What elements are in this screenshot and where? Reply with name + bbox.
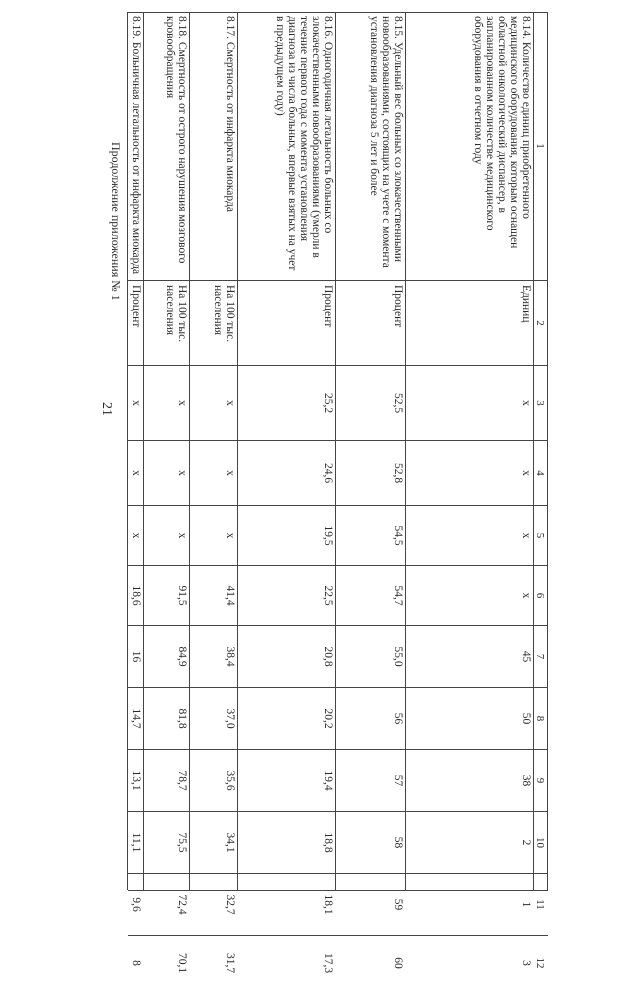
value-cell: х (406, 440, 534, 505)
value-cell: 50 (406, 687, 534, 749)
value-cell: х (406, 365, 534, 440)
value-cell: 38,4 (190, 625, 238, 687)
value-cell: 18,6 (128, 565, 144, 625)
column-number: 2 (534, 280, 548, 365)
column-number: 1 (534, 143, 546, 149)
table-header-row (533, 12, 548, 969)
value-cell: 84,9 (144, 625, 190, 687)
value-cell: 13,1 (128, 749, 144, 811)
data-table (128, 12, 548, 974)
value-cell: 45 (406, 625, 534, 687)
value-cell: 14,7 (128, 687, 144, 749)
table-row (335, 12, 406, 969)
unit-cell: Процент (336, 280, 406, 365)
value-cell: 2 (406, 811, 534, 873)
value-cell: 20,8 (238, 625, 336, 687)
indicator-cell: 8.14. Количество единиц приобретенного медицинского оборудования, которым оснащен областной онкологический диспансер, в запланированном количестве медицинского оборудования в отчетном году (472, 16, 532, 249)
page-number: 21 (99, 402, 114, 416)
value-cell: 57 (336, 749, 406, 811)
value-cell: х (144, 365, 190, 440)
indicator-cell: 8.15. Удельный вес больных со злокачественными новообразованиями, состоящих на учете с момента установления диагноза 5 лет и более (368, 16, 404, 268)
column-number: 4 (534, 440, 548, 505)
value-cell: 78,7 (144, 749, 190, 811)
value-cell: х (128, 365, 144, 440)
continuation-label: Продолжение приложения № 1 (109, 142, 123, 301)
unit-cell: Единиц (406, 280, 534, 365)
column-number: 6 (534, 565, 548, 625)
unit-cell: На 100 тыс. населения (144, 280, 190, 365)
value-cell: х (190, 440, 238, 505)
value-cell: 60 (336, 935, 406, 990)
rotated-table-page (128, 12, 548, 974)
value-cell: х (190, 365, 238, 440)
value-cell: х (144, 440, 190, 505)
column-number: 9 (534, 749, 548, 811)
indicator-cell: 8.16. Одногодичная летальность больных со злокачественными новообразованиями (умерли в течение первого года с момента установления диагноза из числа больных, впервые взятых на учет в предыдущем году) (274, 16, 334, 271)
value-cell: 72,4 (144, 873, 190, 935)
value-cell: 75,5 (144, 811, 190, 873)
table-row (127, 12, 144, 966)
value-cell: 24,6 (238, 440, 336, 505)
value-cell: 54,5 (336, 505, 406, 565)
value-cell: 54,7 (336, 565, 406, 625)
unit-cell: На 100 тыс. населения (190, 280, 238, 365)
value-cell: 41,4 (190, 565, 238, 625)
value-cell: 17,3 (238, 935, 336, 990)
value-cell: х (190, 505, 238, 565)
value-cell: 22,5 (238, 565, 336, 625)
value-cell: 19,5 (238, 505, 336, 565)
value-cell: 3 (406, 935, 534, 990)
value-cell: 31,7 (190, 935, 238, 990)
unit-cell: Процент (238, 280, 336, 365)
indicator-cell: 8.17. Смертность от инфаркта миокарда (224, 16, 236, 212)
value-cell: х (128, 505, 144, 565)
indicator-cell: 8.18. Смертность от острого нарушения мозгового кровообращения (164, 16, 188, 264)
column-number: 8 (534, 687, 548, 749)
value-cell: 52,5 (336, 365, 406, 440)
value-cell: х (406, 505, 534, 565)
value-cell: 25,2 (238, 365, 336, 440)
value-cell: х (406, 565, 534, 625)
table-row (189, 12, 238, 974)
value-cell: 16 (128, 625, 144, 687)
value-cell: 1 (406, 873, 534, 935)
column-number: 12 (534, 935, 548, 990)
value-cell: 18,8 (238, 811, 336, 873)
value-cell: 91,5 (144, 565, 190, 625)
value-cell: 11,1 (128, 811, 144, 873)
value-cell: 19,4 (238, 749, 336, 811)
value-cell: х (144, 505, 190, 565)
value-cell: 34,1 (190, 811, 238, 873)
value-cell: 59 (336, 873, 406, 935)
value-cell: 38 (406, 749, 534, 811)
column-number: 11 (534, 873, 548, 935)
value-cell: 8 (128, 935, 144, 990)
value-cell: 56 (336, 687, 406, 749)
value-cell: 32,7 (190, 873, 238, 935)
value-cell: 35,6 (190, 749, 238, 811)
value-cell: 18,1 (238, 873, 336, 935)
value-cell: х (128, 440, 144, 505)
column-number: 10 (534, 811, 548, 873)
value-cell: 9,6 (128, 873, 144, 935)
column-number: 3 (534, 365, 548, 440)
value-cell: 20,2 (238, 687, 336, 749)
unit-cell: Процент (128, 280, 144, 365)
value-cell: 37,0 (190, 687, 238, 749)
value-cell: 58 (336, 811, 406, 873)
value-cell: 81,8 (144, 687, 190, 749)
table-row (405, 12, 534, 966)
column-number: 7 (534, 625, 548, 687)
indicator-cell: 8.19. Больничная летальность от инфаркта миокарда (130, 16, 142, 275)
table-row (237, 12, 336, 974)
value-cell: 70,1 (144, 935, 190, 990)
table-row (143, 12, 190, 974)
value-cell: 55,0 (336, 625, 406, 687)
value-cell: 52,8 (336, 440, 406, 505)
column-number: 5 (534, 505, 548, 565)
